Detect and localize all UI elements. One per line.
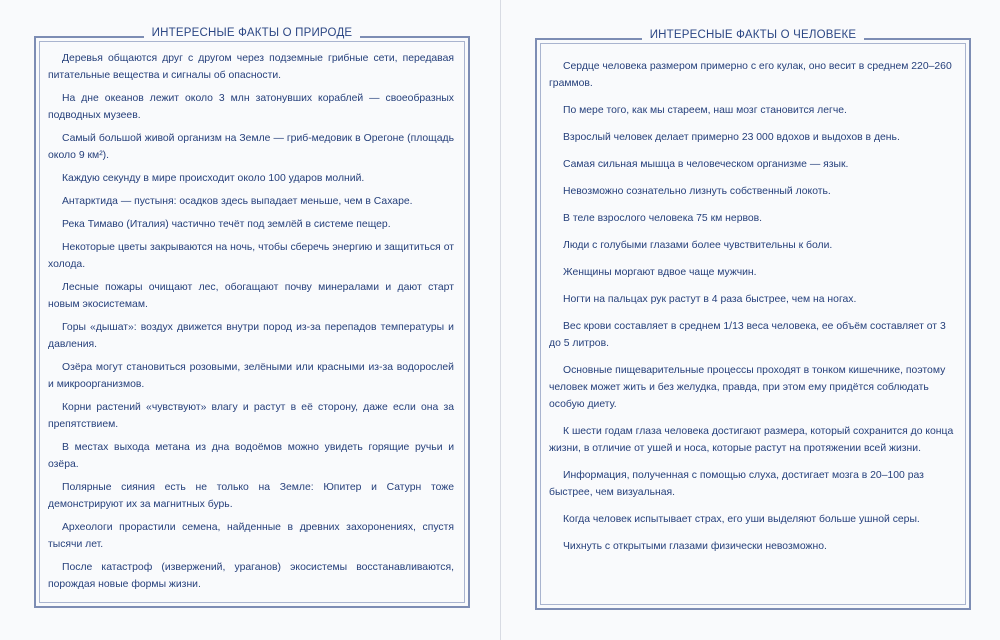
human-facts-list bbox=[549, 58, 955, 565]
fact-item: Когда человек испытывает страх, его уши выделяют больше ушной серы. bbox=[563, 514, 920, 525]
fact-item: Взрослый человек делает примерно 23 000 вдохов и выдохов в день. bbox=[563, 132, 900, 143]
fact-item: Люди с голубыми глазами более чувствительны к боли. bbox=[563, 240, 833, 251]
fact-item: Самая сильная мышца в человеческом организме — язык. bbox=[563, 159, 849, 170]
fact-item: Лесные пожары очищают лес, обогащают почву минералами и дают старт новым экосистемам. bbox=[48, 282, 454, 310]
human-facts-frame bbox=[535, 29, 971, 610]
nature-facts-title: ИНТЕРЕСНЫЕ ФАКТЫ О ПРИРОДЕ bbox=[36, 27, 468, 39]
human-facts-title: ИНТЕРЕСНЫЕ ФАКТЫ О ЧЕЛОВЕКЕ bbox=[537, 29, 969, 41]
fact-item: Чихнуть с открытыми глазами физически невозможно. bbox=[563, 541, 827, 552]
fact-item: Основные пищеварительные процессы проходят в тонком кишечнике, поэтому человек может жить и без желудка, правда, при этом ему придётся соблюдать особую диету. bbox=[549, 365, 946, 410]
right-page bbox=[500, 0, 1000, 640]
fact-item: Информация, полученная с помощью слуха, достигает мозга в 20–100 раз быстрее, чем визуальная. bbox=[549, 470, 924, 498]
fact-item: Женщины моргают вдвое чаще мужчин. bbox=[563, 267, 757, 278]
fact-item: В теле взрослого человека 75 км нервов. bbox=[563, 213, 763, 224]
fact-item: Невозможно сознательно лизнуть собственный локоть. bbox=[563, 186, 831, 197]
fact-item: Река Тимаво (Италия) частично течёт под землёй в системе пещер. bbox=[62, 219, 391, 230]
fact-item: После катастроф (извержений, ураганов) экосистемы восстанавливаются, порождая новые формы жизни. bbox=[48, 562, 454, 590]
fact-item: Горы «дышат»: воздух движется внутри пород из-за перепадов температуры и давления. bbox=[48, 322, 454, 350]
fact-item: В местах выхода метана из дна водоёмов можно увидеть горящие ручьи и озёра. bbox=[48, 442, 454, 470]
fact-item: Ногти на пальцах рук растут в 4 раза быстрее, чем на ногах. bbox=[563, 294, 857, 305]
fact-item: По мере того, как мы стареем, наш мозг становится легче. bbox=[563, 105, 847, 116]
fact-item: Озёра могут становиться розовыми, зелёными или красными из-за водорослей и микроорганизмов. bbox=[48, 362, 454, 390]
fact-item: Археологи прорастили семена, найденные в древних захоронениях, спустя тысячи лет. bbox=[48, 522, 454, 550]
fact-item: Сердце человека размером примерно с его кулак, оно весит в среднем 220–260 граммов. bbox=[549, 61, 952, 89]
fact-item: Некоторые цветы закрываются на ночь, чтобы сберечь энергию и защититься от холода. bbox=[48, 242, 454, 270]
fact-item: Корни растений «чувствуют» влагу и растут в её сторону, даже если она за препятствием. bbox=[48, 402, 454, 430]
fact-item: Деревья общаются друг с другом через подземные грибные сети, передавая питательные вещества и сигналы об опасности. bbox=[48, 53, 454, 81]
fact-item: К шести годам глаза человека достигают размера, который сохранится до конца жизни, в отличие от ушей и носа, которые растут на протяжении всей жизни. bbox=[549, 426, 954, 454]
nature-facts-list bbox=[48, 50, 454, 599]
fact-item: Самый большой живой организм на Земле — гриб-медовик в Орегоне (площадь около 9 км²). bbox=[48, 133, 454, 161]
fact-item: Полярные сияния есть не только на Земле: Юпитер и Сатурн тоже демонстрируют их за магнитных бурь. bbox=[48, 482, 454, 510]
fact-item: Каждую секунду в мире происходит около 100 ударов молний. bbox=[62, 173, 365, 184]
fact-item: Антарктида — пустыня: осадков здесь выпадает меньше, чем в Сахаре. bbox=[62, 196, 413, 207]
fact-item: На дне океанов лежит около 3 млн затонувших кораблей — своеобразных подводных музеев. bbox=[48, 93, 454, 121]
fact-item: Вес крови составляет в среднем 1/13 веса человека, ее объём составляет от 3 до 5 литров. bbox=[549, 321, 946, 349]
nature-facts-frame bbox=[34, 27, 470, 608]
